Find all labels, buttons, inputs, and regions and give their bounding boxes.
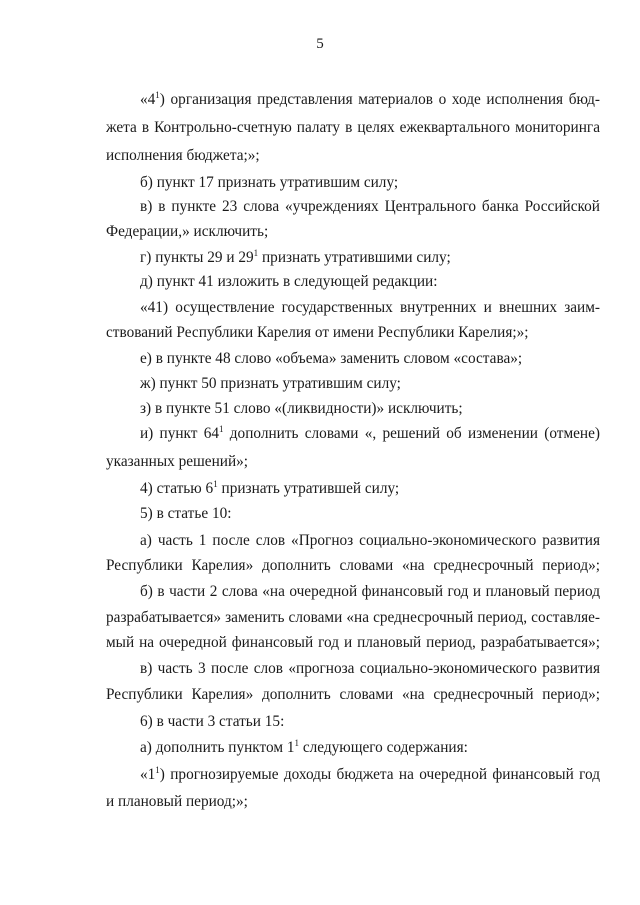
page-number: 5 <box>316 36 324 52</box>
text-line: б) пункт 17 признать утратившим силу; <box>140 174 399 191</box>
text-line: а) часть 1 после слов «Прогноз социально-экономического развития <box>140 532 600 549</box>
text-line: «$1^1$) прогнозируемые доходы бюджета на очередной финансовый год <box>140 765 600 783</box>
text-line: 6) в части 3 статьи 15: <box>140 713 285 730</box>
text-line: исполнения бюджета;»; <box>106 147 260 164</box>
text-line: 4) статью $6^1$ признать утратившей силу; <box>140 479 400 497</box>
text-line: в) часть 3 после слов «прогноза социально-экономического развития <box>140 660 600 677</box>
text-line: и) пункт $64^1$ дополнить словами «, решений об изменении (отмене) <box>140 424 600 442</box>
text-line: г) пункты 29 и $29^1$ признать утратившими силу; <box>140 248 451 266</box>
text-line: е) в пункте 48 слово «объема» заменить словом «состава»; <box>140 350 523 367</box>
text-line: ж) пункт 50 признать утратившим силу; <box>140 375 401 392</box>
text-line: в) в пункте 23 слова «учреждениях Центрального банка Российской <box>140 198 600 215</box>
text-line: а) дополнить пунктом $1^1$ следующего содержания: <box>140 738 468 756</box>
text-line: указанных решений»; <box>106 453 249 470</box>
text-line: 5) в статье 10: <box>140 505 232 522</box>
text-line: разрабатывается» заменить словами «на среднесрочный период, составляе- <box>106 609 600 626</box>
text-line: «41) осуществление государственных внутренних и внешних заим- <box>140 299 600 316</box>
text-line: д) пункт 41 изложить в следующей редакции: <box>140 273 438 290</box>
text-line: Федерации,» исключить; <box>106 223 269 240</box>
text-line: мый на очередной финансовый год и плановый период, разрабатывается»; <box>106 634 600 651</box>
text-line: «$4^1$) организация представления материалов о ходе исполнения бюд- <box>140 90 600 108</box>
text-line: б) в части 2 слова «на очередной финансовый год и плановый период <box>140 583 600 600</box>
text-line: Республики Карелия» дополнить словами «на среднесрочный период»; <box>106 557 600 574</box>
text-line: и плановый период;»; <box>106 793 248 810</box>
text-line: з) в пункте 51 слово «(ликвидности)» исключить; <box>140 400 463 417</box>
text-line: Республики Карелия» дополнить словами «на среднесрочный период»; <box>106 686 600 703</box>
text-line: ствований Республики Карелия от имени Республики Карелия;»; <box>106 324 529 341</box>
text-line: жета в Контрольно-счетную палату в целях ежеквартального мониторинга <box>106 119 600 136</box>
